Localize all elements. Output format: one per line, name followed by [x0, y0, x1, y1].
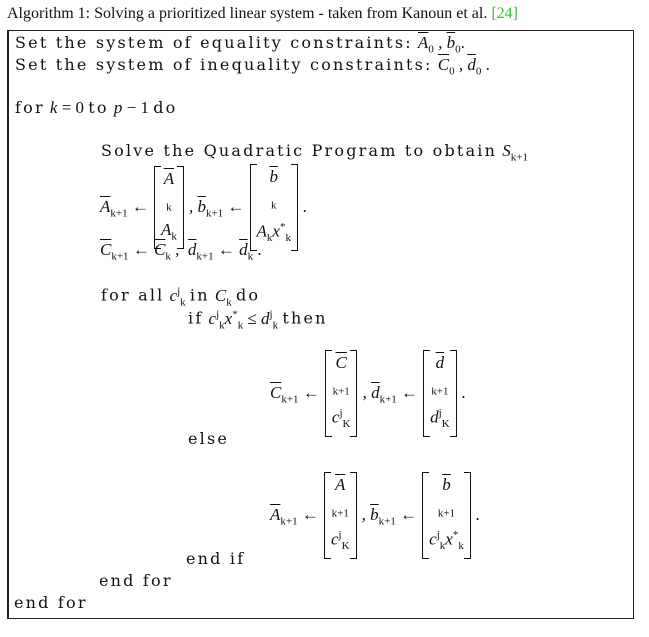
d-matrix: $\overline{d}$ $_{k+1}$ $d^j_K$: [423, 350, 457, 437]
b-stack-update: , $\overline{b}_{k+1}$ ←: [361, 505, 418, 528]
for-all-keyword: for all: [101, 285, 165, 305]
then-branch-line: [270, 350, 466, 437]
else-branch-line: [270, 472, 480, 559]
algorithm-caption: [7, 5, 518, 23]
then-keyword: then: [282, 308, 328, 328]
a-update: $\overline{A}_{k+1}$ ←: [100, 197, 149, 220]
caption-text: Algorithm 1: Solving a prioritized linear system - taken from Kanoun et al.: [7, 5, 492, 22]
loop-range-start: k = 0: [49, 98, 85, 117]
if-condition: $c^j_kx^*_k \le d^j_k$: [208, 308, 279, 332]
b-update: , $\overline{b}_{k+1}$ ←: [188, 197, 245, 220]
a-matrix: $\overline{A}$ $_k$ $A_k$: [154, 166, 184, 249]
inner-do-keyword: do: [235, 285, 261, 305]
b-matrix: $\overline{b}$ $_k$ $A_kx^*_k$: [250, 164, 298, 251]
b-stack-matrix: $\overline{b}$ $_{k+1}$ $c^j_kx^*_k$: [422, 472, 471, 559]
c-stack-update: $\overline{C}_{k+1}$ ←: [270, 383, 320, 406]
carry-inequality-line: [100, 240, 262, 262]
equality-constraints-symbols: $\overline{A}_0$ , $\overline{b}_0$.: [417, 33, 465, 56]
if-keyword: if: [188, 308, 204, 328]
inner-for-line: [101, 285, 260, 308]
period-mark: .: [303, 197, 308, 217]
end-if-line: [186, 549, 245, 568]
outer-for-line: [15, 98, 177, 118]
citation-link[interactable]: [24]: [491, 5, 518, 22]
do-keyword: do: [153, 98, 178, 117]
end-inner-for-line: [99, 571, 173, 590]
constraint-set-symbol: $C_k$: [214, 285, 232, 309]
c-matrix: $\overline{C}$ $_{k+1}$ $c^j_K$: [325, 350, 358, 437]
in-keyword: in: [189, 285, 210, 305]
if-line: [188, 308, 328, 331]
inequality-constraints-text: Set the system of inequality constraints:: [15, 55, 433, 74]
solution-symbol: $S_{k+1}$: [502, 141, 528, 164]
else-keyword: else: [188, 429, 230, 448]
a-stack-update: $\overline{A}_{k+1}$ ←: [270, 505, 319, 528]
equality-constraints-line: [15, 33, 465, 55]
else-line: [188, 429, 229, 448]
inequality-constraints-symbols: $\overline{C}_0$ , $\overline{d}_0$ .: [437, 55, 490, 78]
solve-qp-text: Solve the Quadratic Program to obtain: [101, 141, 498, 160]
end-inner-for-keyword: end for: [99, 571, 173, 590]
else-period: .: [475, 505, 481, 525]
c-d-carry: $\overline{C}_{k+1}$ ← $\overline{C}_k$ , $\overline{d}_{k+1}$ ← $\overline{d}_k$ .: [100, 240, 262, 263]
loop-range-end: p − 1: [113, 98, 149, 117]
end-if-keyword: end if: [186, 549, 246, 568]
left-rule: [8, 31, 9, 618]
inequality-constraints-line: [15, 55, 490, 77]
constraint-symbol: $c^j_k$: [169, 285, 186, 309]
to-keyword: to: [88, 98, 109, 117]
for-keyword: for: [15, 98, 45, 117]
a-stack-matrix: $\overline{A}$ $_{k+1}$ $c^j_K$: [324, 472, 357, 559]
stack-equality-line: [100, 164, 307, 251]
solve-qp-line: [101, 141, 528, 163]
then-period: .: [461, 383, 466, 403]
equality-constraints-text: Set the system of equality constraints:: [15, 33, 413, 52]
end-outer-for-keyword: end for: [14, 593, 88, 612]
d-stack-update: , $\overline{d}_{k+1}$ ←: [362, 383, 419, 406]
end-outer-for-line: [14, 593, 88, 612]
